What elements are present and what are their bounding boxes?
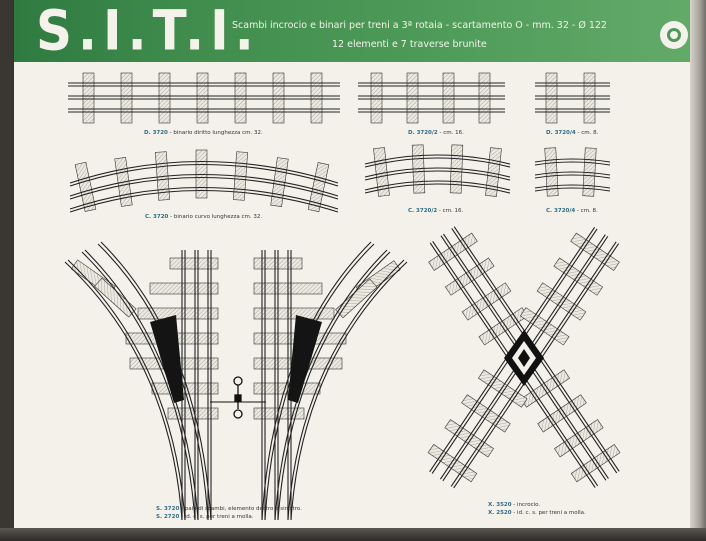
straight-track-quarter — [535, 73, 610, 123]
curved-track-full — [70, 150, 338, 212]
caption-switch-pair: S. 3720 - paio di scambi, elemento destro e sinistro. — [156, 506, 302, 512]
curved-track-quarter — [535, 148, 610, 197]
straight-track-full — [68, 73, 340, 123]
caption-curve-quarter: C. 3720/4 - cm. 8. — [546, 208, 598, 214]
brand-logo: S.I.T.I. — [36, 0, 260, 63]
crossing — [420, 221, 629, 495]
caption-crossing-spring: X. 2520 - id. c. s. per treni a molla. — [488, 510, 586, 516]
caption-straight-quarter: D. 3720/4 - cm. 8. — [546, 130, 599, 136]
caption-curve-full: C. 3720 - binario curvo lunghezza cm. 32. — [145, 214, 263, 220]
caption-crossing: X. 3520 - incrocio. — [488, 502, 541, 508]
page-title: Scambi incrocio e binari per treni a 3ª rotaia - scartamento O - mm. 32 - Ø 122 — [232, 20, 607, 31]
caption-switch-spring: S. 2720 - id. c. s. per treni a molla. — [156, 514, 254, 520]
straight-track-half — [358, 73, 505, 123]
page-subtitle: 12 elementi e 7 traverse brunite — [332, 39, 487, 50]
curved-track-half — [365, 145, 510, 197]
caption-curve-half: C. 3720/2 - cm. 16. — [408, 208, 464, 214]
switch-right — [254, 242, 407, 520]
caption-straight-full: D. 3720 - binario diritto lunghezza cm. 32. — [144, 130, 263, 136]
caption-straight-half: D. 3720/2 - cm. 16. — [408, 130, 464, 136]
switch-left — [65, 242, 218, 520]
